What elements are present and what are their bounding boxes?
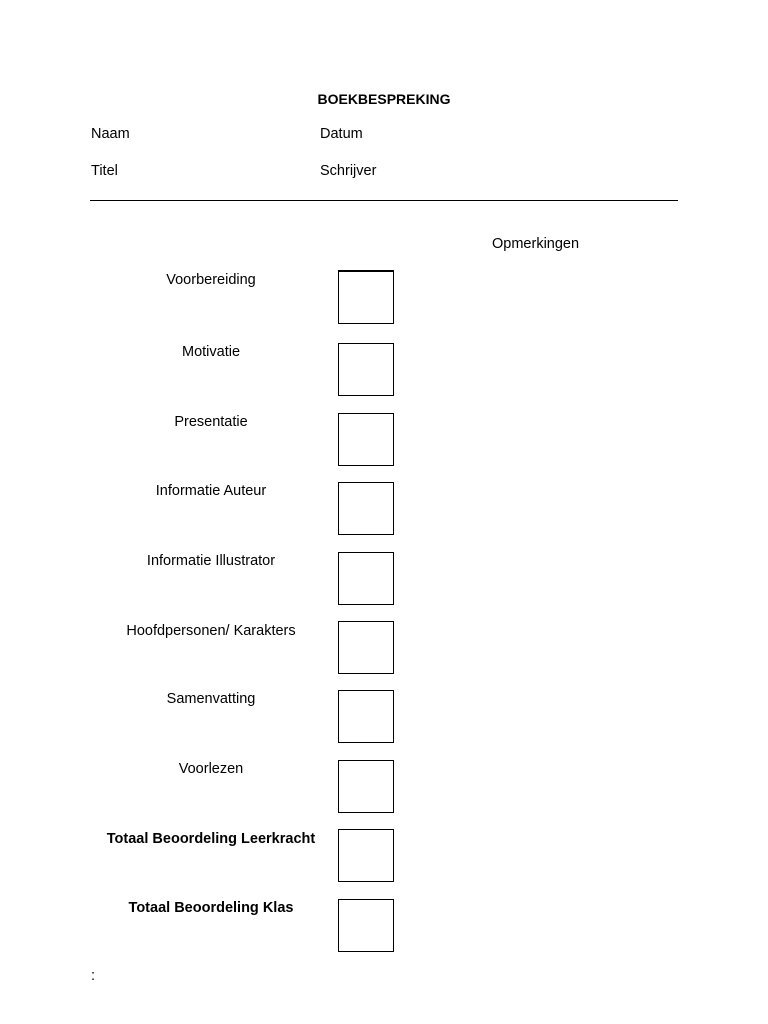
- criterion-label-reading-aloud: Voorlezen: [178, 761, 244, 777]
- header-divider: [90, 200, 678, 201]
- author-label: Schrijver: [320, 163, 377, 179]
- criterion-label-motivation: Motivatie: [181, 344, 241, 360]
- criterion-label-main-characters: Hoofdpersonen/ Karakters: [126, 623, 296, 639]
- footer-colon: :: [91, 968, 96, 984]
- criterion-label-presentation: Presentatie: [174, 414, 248, 430]
- book-title-label: Titel: [91, 163, 118, 179]
- criterion-label-class-total: Totaal Beoordeling Klas: [128, 900, 294, 916]
- score-box-author-info[interactable]: [338, 482, 394, 535]
- score-box-preparation[interactable]: [338, 270, 394, 324]
- score-box-summary[interactable]: [338, 690, 394, 743]
- remarks-column-header: Opmerkingen: [492, 236, 580, 252]
- name-label: Naam: [91, 126, 130, 142]
- date-label: Datum: [320, 126, 363, 142]
- criterion-label-illustrator-info: Informatie Illustrator: [146, 553, 276, 569]
- score-box-motivation[interactable]: [338, 343, 394, 396]
- score-box-reading-aloud[interactable]: [338, 760, 394, 813]
- score-box-main-characters[interactable]: [338, 621, 394, 674]
- criterion-label-teacher-total: Totaal Beoordeling Leerkracht: [106, 831, 316, 847]
- score-box-class-total[interactable]: [338, 899, 394, 952]
- criterion-label-preparation: Voorbereiding: [166, 272, 256, 288]
- criterion-label-author-info: Informatie Auteur: [155, 483, 267, 499]
- criterion-label-summary: Samenvatting: [166, 691, 256, 707]
- page-title: BOEKBESPREKING: [317, 91, 451, 107]
- score-box-teacher-total[interactable]: [338, 829, 394, 882]
- score-box-illustrator-info[interactable]: [338, 552, 394, 605]
- score-box-presentation[interactable]: [338, 413, 394, 466]
